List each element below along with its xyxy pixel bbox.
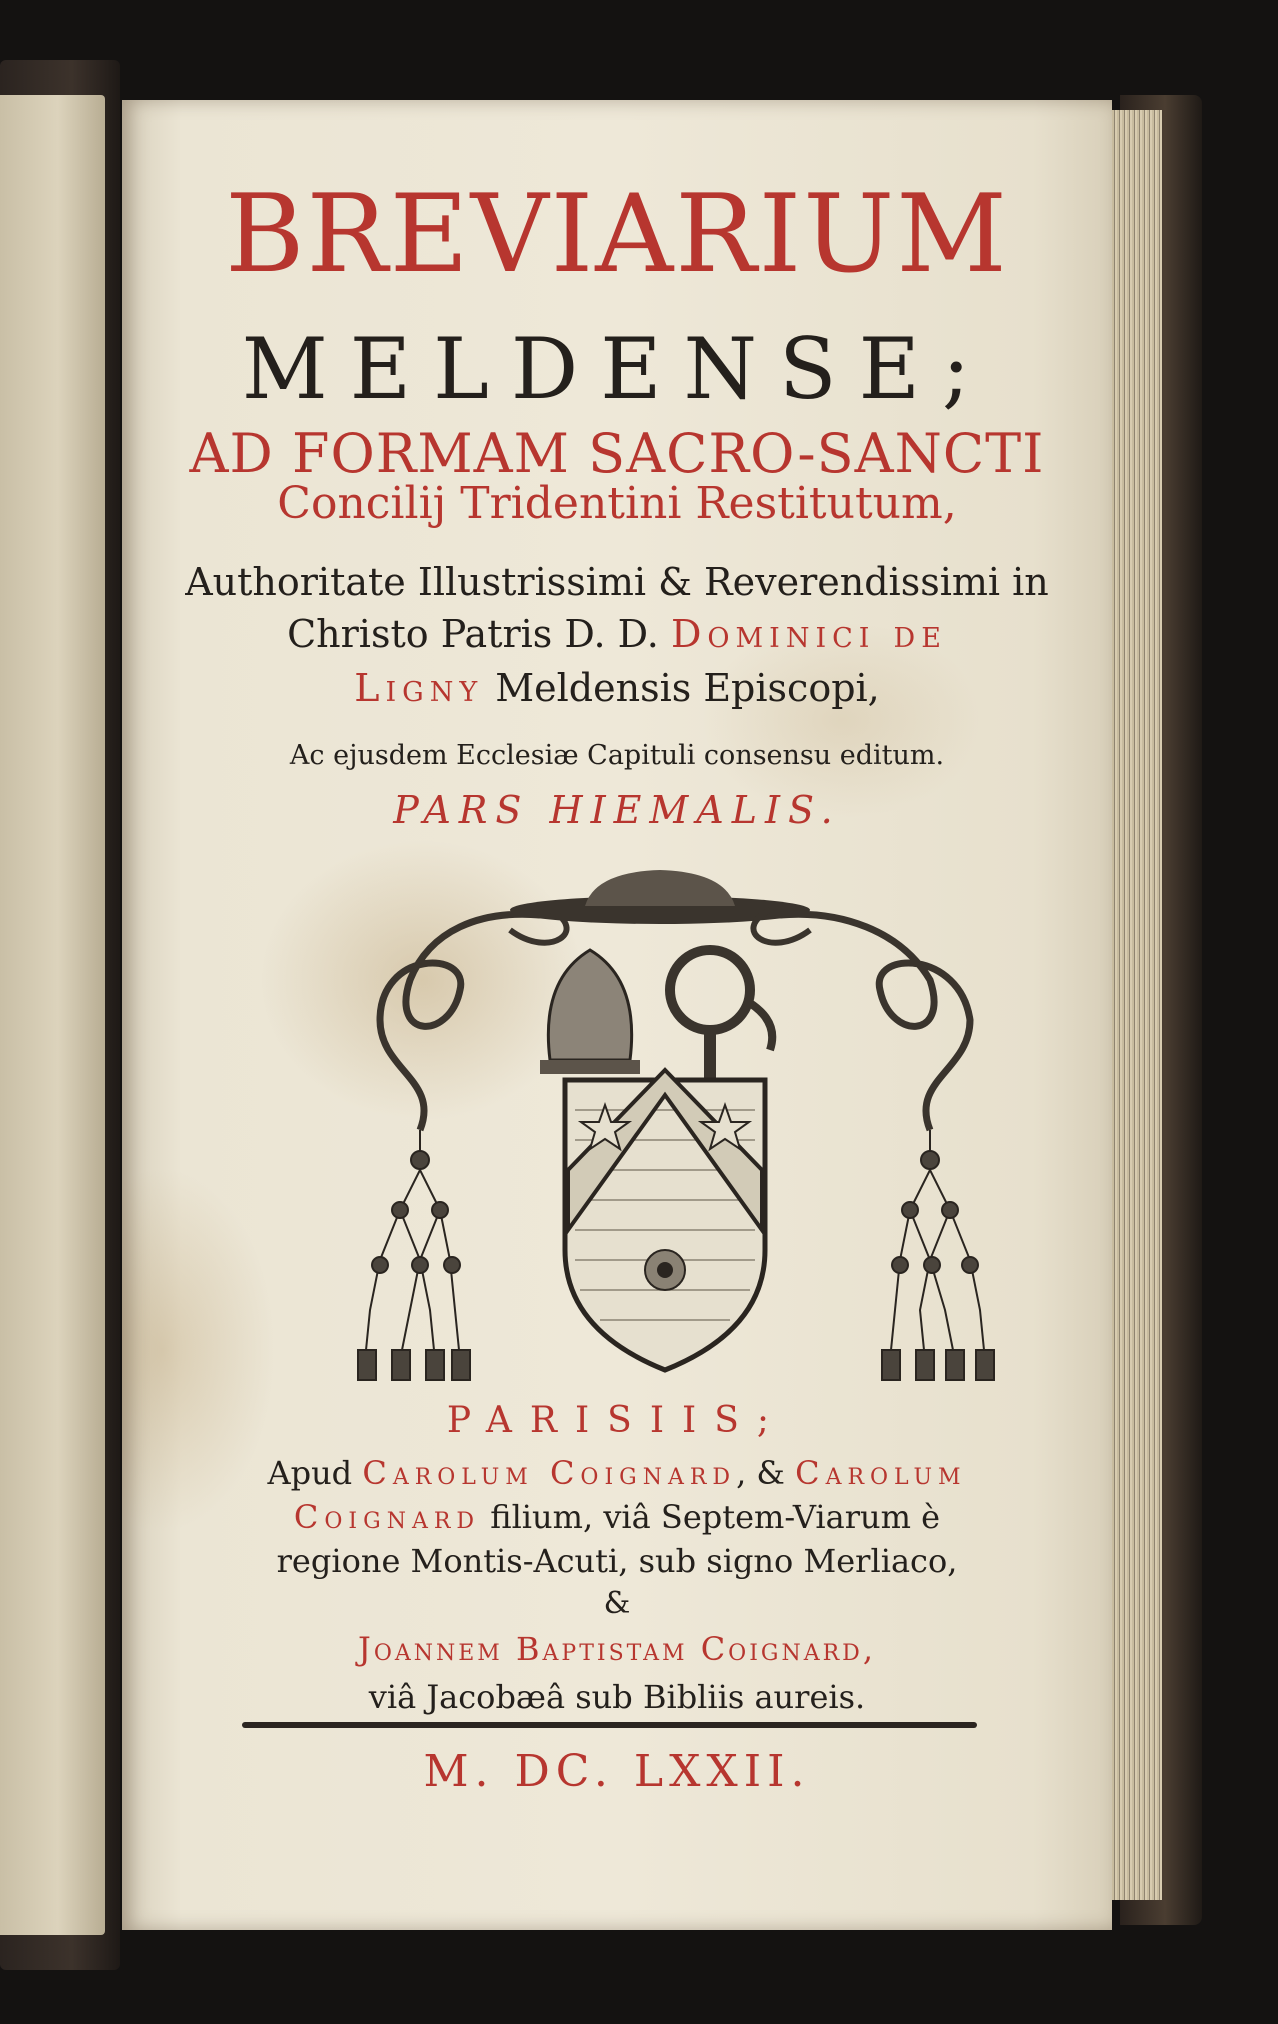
imprint-address-1: filium, viâ Septem-Viarum è xyxy=(490,1498,941,1536)
imprint-printer-2a: Carolum xyxy=(795,1454,967,1492)
title-page xyxy=(122,100,1112,1930)
page-edges xyxy=(1112,110,1162,1900)
imprint-and: , & xyxy=(736,1454,785,1492)
title-line-5: Authoritate Illustrissimi & Reverendissimi in xyxy=(185,560,1049,604)
title-line-8: Ac ejusdem Ecclesiæ Capituli consensu editum. xyxy=(289,740,945,771)
line6-name: Dominici de xyxy=(670,612,947,656)
title-line-6 xyxy=(122,612,1112,656)
imprint-printer-1: Carolum Coignard xyxy=(362,1454,737,1492)
imprint-year: M. DC. LXXII. xyxy=(423,1746,811,1797)
episcopal-coat-of-arms-icon xyxy=(340,870,1020,1490)
title-line-4: Concilij Tridentini Restitutum, xyxy=(277,478,957,529)
imprint-line-5: & xyxy=(603,1586,631,1621)
line7-name: Ligny xyxy=(354,666,484,710)
line6-text: Christo Patris D. D. xyxy=(287,612,659,656)
imprint-line-6: Joannem Baptistam Coignard, xyxy=(357,1630,876,1668)
imprint-apud: Apud xyxy=(267,1454,353,1492)
imprint-city: PARISIIS; xyxy=(446,1400,788,1441)
imprint-line-2 xyxy=(122,1454,1112,1492)
imprint-printer-2b: Coignard xyxy=(293,1498,481,1536)
imprint-line-7: viâ Jacobæâ sub Bibliis aureis. xyxy=(368,1678,866,1716)
subtitle: MELDENSE; xyxy=(241,320,993,418)
title-line-7 xyxy=(122,666,1112,710)
left-page xyxy=(0,95,105,1935)
title-line-3: AD FORMAM SACRO-SANCTI xyxy=(189,422,1045,485)
line7-text: Meldensis Episcopi, xyxy=(495,666,880,710)
title: BREVIARIUM xyxy=(225,172,1009,297)
imprint-line-4: regione Montis-Acuti, sub signo Merliaco, xyxy=(276,1542,958,1580)
imprint-line-3 xyxy=(122,1498,1112,1536)
divider-rule xyxy=(242,1722,977,1728)
title-line-9: PARS HIEMALIS. xyxy=(393,788,841,832)
